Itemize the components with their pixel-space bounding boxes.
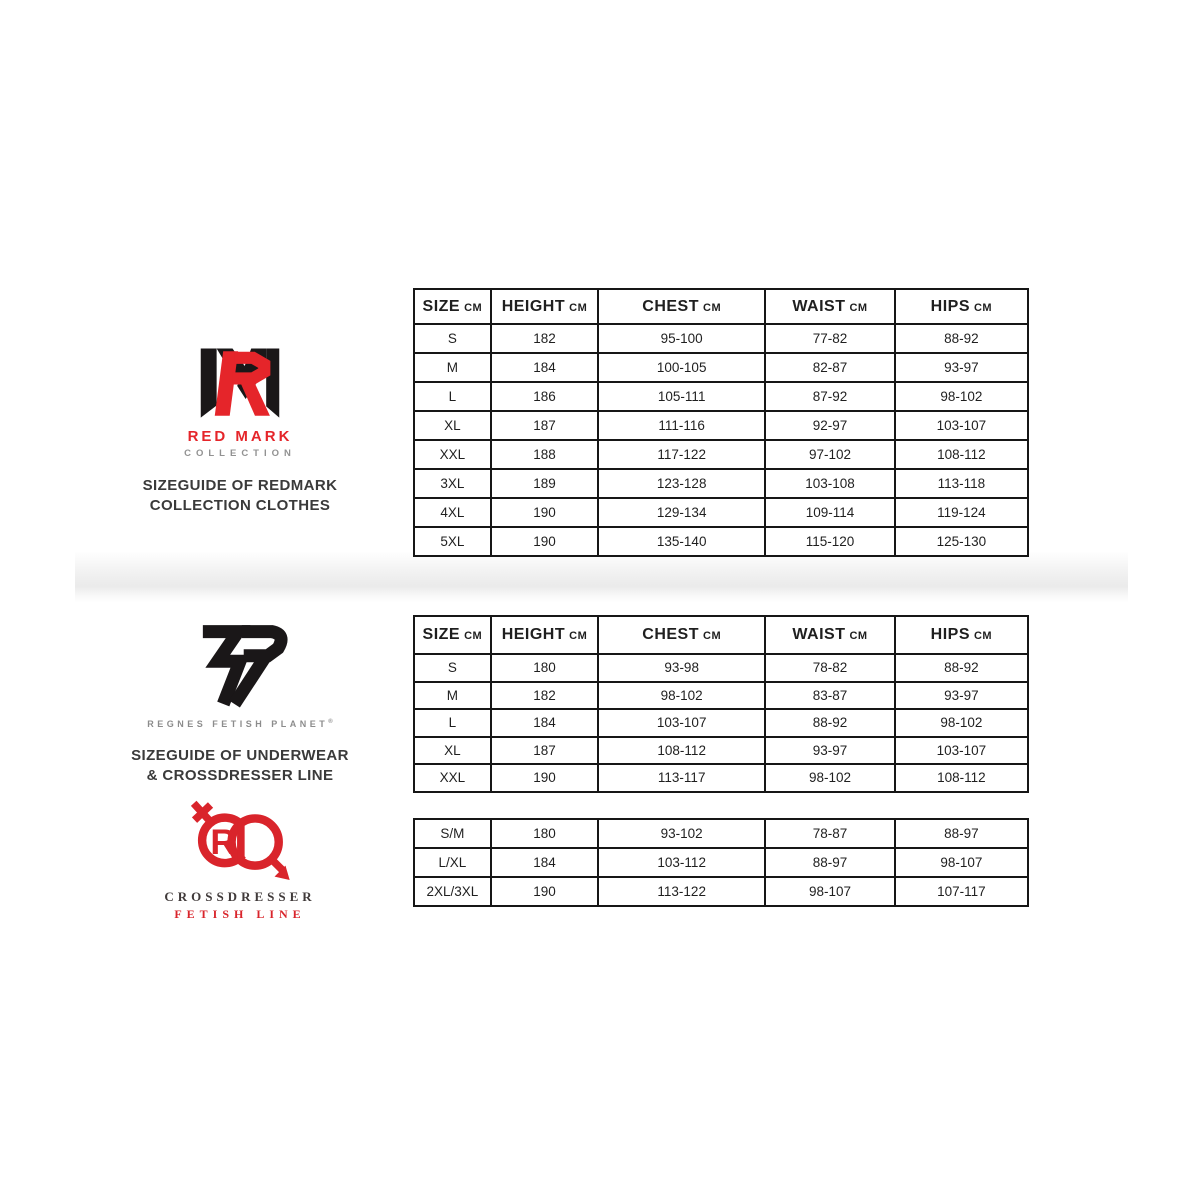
size-label-cell: 4XL — [414, 498, 491, 527]
measurement-cell: 93-102 — [598, 819, 765, 848]
col-header-unit: CM — [973, 630, 993, 642]
measurement-cell: 103-108 — [765, 469, 895, 498]
svg-text:R: R — [210, 822, 236, 862]
measurement-cell: 190 — [491, 764, 598, 792]
underwear-size-table — [413, 615, 1029, 793]
measurement-cell: 77-82 — [765, 324, 895, 353]
measurement-cell: 103-107 — [895, 737, 1028, 765]
col-header-unit: CM — [703, 301, 722, 314]
size-label-cell: S/M — [414, 819, 491, 848]
measurement-cell: 103-107 — [895, 411, 1028, 440]
col-header-label: HEIGHT — [501, 626, 566, 643]
measurement-cell: 98-107 — [765, 877, 895, 906]
col-header-label: CHEST — [642, 626, 699, 643]
measurement-cell: 88-97 — [895, 819, 1028, 848]
caption-regnes-line1: SIZEGUIDE OF UNDERWEAR — [131, 747, 349, 764]
col-header-unit: CM — [849, 301, 868, 314]
measurement-cell: 119-124 — [895, 498, 1028, 527]
size-label-cell: L/XL — [414, 848, 491, 877]
col-header-label: HEIGHT — [501, 297, 566, 315]
measurement-cell: 88-97 — [765, 848, 895, 877]
brand-name-redmark: RED MARK — [187, 428, 293, 445]
size-label-cell: M — [414, 682, 491, 710]
measurement-cell: 103-112 — [598, 848, 765, 877]
size-label-cell: M — [414, 353, 491, 382]
measurement-cell: 187 — [491, 411, 598, 440]
measurement-cell: 78-82 — [765, 654, 895, 682]
measurement-cell: 190 — [491, 498, 598, 527]
size-row — [414, 654, 1028, 682]
col-header-unit: CM — [973, 301, 993, 314]
col-header-unit: CM — [464, 630, 483, 642]
redmark-size-table — [413, 288, 1029, 557]
measurement-cell: 190 — [491, 877, 598, 906]
col-header-label: CHEST — [642, 297, 699, 315]
size-row — [414, 353, 1028, 382]
measurement-cell: 184 — [491, 353, 598, 382]
size-label-cell: 2XL/3XL — [414, 877, 491, 906]
size-label-cell: S — [414, 324, 491, 353]
registered-mark: ® — [328, 719, 333, 725]
measurement-cell: 113-117 — [598, 764, 765, 792]
measurement-cell: 129-134 — [598, 498, 765, 527]
measurement-cell: 92-97 — [765, 411, 895, 440]
col-header-waist — [765, 616, 895, 654]
measurement-cell: 88-92 — [895, 654, 1028, 682]
measurement-cell: 187 — [491, 737, 598, 765]
col-header-unit: CM — [569, 301, 588, 314]
measurement-cell: 184 — [491, 848, 598, 877]
col-header-label: WAIST — [792, 297, 846, 315]
measurement-cell: 182 — [491, 682, 598, 710]
size-row — [414, 527, 1028, 556]
header-row — [414, 289, 1028, 324]
size-row — [414, 440, 1028, 469]
measurement-cell: 115-120 — [765, 527, 895, 556]
measurement-cell: 107-117 — [895, 877, 1028, 906]
size-label-cell: XXL — [414, 764, 491, 792]
size-row — [414, 411, 1028, 440]
col-header-hips — [895, 616, 1028, 654]
tagline-regnes — [80, 719, 400, 729]
size-row — [414, 819, 1028, 848]
col-header-label: HIPS — [930, 297, 970, 315]
col-header-height — [491, 616, 598, 654]
measurement-cell: 190 — [491, 527, 598, 556]
measurement-cell: 88-92 — [765, 709, 895, 737]
measurement-cell: 98-102 — [765, 764, 895, 792]
col-header-chest — [598, 616, 765, 654]
measurement-cell: 98-107 — [895, 848, 1028, 877]
regnes-rf-monogram-icon — [188, 620, 292, 710]
size-row — [414, 498, 1028, 527]
caption-redmark-line2: COLLECTION CLOTHES — [149, 497, 331, 514]
size-label-cell: XL — [414, 411, 491, 440]
brand-subname-redmark: COLLECTION — [184, 448, 296, 459]
measurement-cell: 186 — [491, 382, 598, 411]
measurement-cell: 125-130 — [895, 527, 1028, 556]
size-row — [414, 469, 1028, 498]
caption-regnes — [80, 746, 400, 786]
measurement-cell: 180 — [491, 819, 598, 848]
measurement-cell: 123-128 — [598, 469, 765, 498]
size-label-cell: XL — [414, 737, 491, 765]
col-header-label: HIPS — [930, 626, 970, 643]
col-header-waist — [765, 289, 895, 324]
brand-block-redmark — [80, 345, 400, 516]
col-header-hips — [895, 289, 1028, 324]
measurement-cell: 87-92 — [765, 382, 895, 411]
size-row — [414, 848, 1028, 877]
measurement-cell: 108-112 — [895, 440, 1028, 469]
caption-crossdresser-line1: CROSSDRESSER — [164, 889, 316, 904]
crossdresser-crd-emblem-icon — [181, 789, 299, 885]
measurement-cell: 98-102 — [895, 382, 1028, 411]
measurement-cell: 180 — [491, 654, 598, 682]
red-mark-rm-monogram-icon — [197, 345, 283, 423]
size-row — [414, 682, 1028, 710]
size-row — [414, 382, 1028, 411]
col-header-unit: CM — [569, 630, 588, 642]
measurement-cell: 88-92 — [895, 324, 1028, 353]
col-header-size — [414, 289, 491, 324]
measurement-cell: 93-97 — [765, 737, 895, 765]
measurement-cell: 97-102 — [765, 440, 895, 469]
caption-redmark-line1: SIZEGUIDE OF REDMARK — [142, 477, 338, 494]
measurement-cell: 98-102 — [895, 709, 1028, 737]
crossdresser-size-table — [413, 818, 1029, 907]
measurement-cell: 78-87 — [765, 819, 895, 848]
brand-block-crossdresser — [80, 789, 400, 922]
measurement-cell: 83-87 — [765, 682, 895, 710]
caption-redmark — [80, 476, 400, 516]
measurement-cell: 93-98 — [598, 654, 765, 682]
col-header-size — [414, 616, 491, 654]
measurement-cell: 135-140 — [598, 527, 765, 556]
col-header-unit: CM — [849, 630, 868, 642]
measurement-cell: 103-107 — [598, 709, 765, 737]
col-header-unit: CM — [464, 301, 483, 314]
measurement-cell: 182 — [491, 324, 598, 353]
col-header-label: WAIST — [792, 626, 846, 643]
size-label-cell: L — [414, 382, 491, 411]
measurement-cell: 98-102 — [598, 682, 765, 710]
measurement-cell: 93-97 — [895, 682, 1028, 710]
size-label-cell: L — [414, 709, 491, 737]
col-header-label: SIZE — [422, 297, 461, 315]
measurement-cell: 184 — [491, 709, 598, 737]
col-header-label: SIZE — [422, 626, 461, 643]
size-row — [414, 877, 1028, 906]
size-row — [414, 324, 1028, 353]
header-row — [414, 616, 1028, 654]
size-row — [414, 764, 1028, 792]
measurement-cell: 113-118 — [895, 469, 1028, 498]
measurement-cell: 108-112 — [598, 737, 765, 765]
size-label-cell: 3XL — [414, 469, 491, 498]
col-header-unit: CM — [703, 630, 722, 642]
brand-block-regnes — [80, 620, 400, 786]
size-label-cell: 5XL — [414, 527, 491, 556]
measurement-cell: 82-87 — [765, 353, 895, 382]
measurement-cell: 111-116 — [598, 411, 765, 440]
measurement-cell: 117-122 — [598, 440, 765, 469]
measurement-cell: 189 — [491, 469, 598, 498]
col-header-chest — [598, 289, 765, 324]
tagline-text: REGNES FETISH PLANET — [147, 719, 329, 729]
measurement-cell: 188 — [491, 440, 598, 469]
measurement-cell: 109-114 — [765, 498, 895, 527]
section-divider-shadow — [75, 551, 1128, 603]
measurement-cell: 93-97 — [895, 353, 1028, 382]
measurement-cell: 95-100 — [598, 324, 765, 353]
measurement-cell: 113-122 — [598, 877, 765, 906]
caption-crossdresser-line2: FETISH LINE — [174, 907, 306, 921]
size-label-cell: S — [414, 654, 491, 682]
col-header-height — [491, 289, 598, 324]
measurement-cell: 108-112 — [895, 764, 1028, 792]
size-label-cell: XXL — [414, 440, 491, 469]
size-row — [414, 709, 1028, 737]
size-row — [414, 737, 1028, 765]
measurement-cell: 105-111 — [598, 382, 765, 411]
caption-regnes-line2: & CROSSDRESSER LINE — [146, 767, 334, 784]
measurement-cell: 100-105 — [598, 353, 765, 382]
